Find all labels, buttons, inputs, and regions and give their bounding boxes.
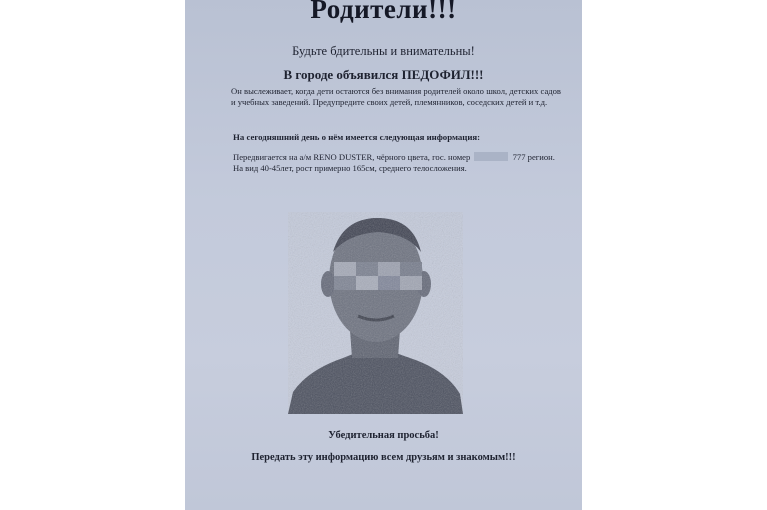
flyer-paragraph: Он выслеживает, когда дети остаются без внимания родителей около школ, детских садов и учебных заведений. Предупредите своих детей, племянников, соседских детей и т.д. bbox=[231, 86, 561, 107]
flyer-photo bbox=[185, 0, 582, 510]
details-plate-region: 777 bbox=[512, 152, 526, 162]
flyer-subheading-vigilance: Будьте бдительны и внимательны! bbox=[292, 44, 475, 58]
flyer-subheading-warning: В городе объявился ПЕДОФИЛ!!! bbox=[283, 67, 484, 82]
flyer-plea: Убедительная просьба! bbox=[328, 430, 439, 441]
flyer-share-request: Передать эту информацию всем друзьям и знакомым!!! bbox=[251, 452, 516, 463]
suspect-portrait bbox=[288, 212, 463, 414]
flyer-details bbox=[233, 152, 563, 174]
details-vehicle-text: Передвигается на а/м RENO DUSTER, чёрного цвета, гос. номер bbox=[233, 152, 471, 162]
flyer-paper bbox=[185, 0, 582, 510]
details-description-text: регион. На вид 40-45лет, рост примерно 165см, среднего телосложения. bbox=[233, 152, 555, 173]
flyer-headline: Родители!!! bbox=[310, 0, 457, 24]
flyer-info-heading: На сегодняшний день о нём имеется следующая информация: bbox=[233, 132, 481, 142]
censored-plate-number bbox=[474, 152, 508, 161]
